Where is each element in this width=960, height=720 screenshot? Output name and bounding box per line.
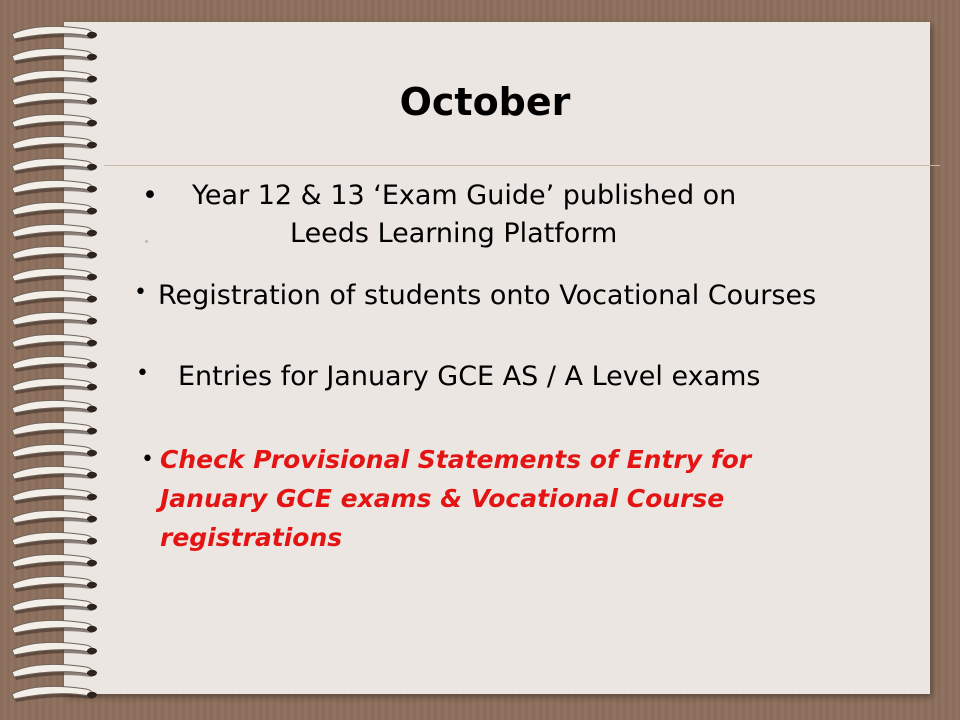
spiral-ring <box>12 48 97 64</box>
bullet-marker-faint <box>145 240 148 243</box>
bullet-text-line: Registration of students onto Vocational Courses <box>158 280 817 311</box>
spiral-ring <box>12 378 97 394</box>
bullet-icon: • <box>136 361 149 386</box>
title-divider <box>104 165 940 166</box>
bullet-text-line: Check Provisional Statements of Entry for <box>160 445 752 474</box>
bullet-icon: • <box>141 447 154 472</box>
spiral-ring <box>12 268 97 284</box>
spiral-ring <box>12 180 97 196</box>
spiral-ring <box>12 422 97 438</box>
spiral-ring <box>12 312 97 328</box>
bullet-text-line: Entries for January GCE AS / A Level exams <box>178 361 761 392</box>
bullet-text-line: January GCE exams & Vocational Course <box>160 484 725 513</box>
spiral-ring <box>12 576 97 592</box>
spiral-ring <box>12 202 97 218</box>
spiral-ring <box>12 686 97 702</box>
spiral-ring <box>12 334 97 350</box>
spiral-ring <box>12 290 97 306</box>
spiral-ring <box>12 224 97 240</box>
spiral-ring <box>12 158 97 174</box>
spiral-ring <box>12 488 97 504</box>
bullet-text-line: Year 12 & 13 ‘Exam Guide’ published on <box>192 180 737 211</box>
spiral-ring <box>12 664 97 680</box>
bullet-icon: • <box>134 280 147 305</box>
bullet-text-line: Leeds Learning Platform <box>290 218 618 249</box>
bullet-icon: • <box>142 180 158 211</box>
spiral-ring <box>12 510 97 526</box>
spiral-ring <box>12 554 97 570</box>
spiral-ring <box>12 620 97 636</box>
spiral-ring <box>12 466 97 482</box>
spiral-ring <box>12 356 97 372</box>
slide-title: October <box>399 80 571 124</box>
spiral-ring <box>12 598 97 614</box>
spiral-ring <box>12 444 97 460</box>
spiral-ring <box>12 26 97 42</box>
spiral-ring <box>12 532 97 548</box>
spiral-ring <box>12 642 97 658</box>
spiral-ring <box>12 246 97 262</box>
spiral-ring <box>12 400 97 416</box>
bullet-text-line: registrations <box>160 523 343 552</box>
spiral-ring <box>12 136 97 152</box>
